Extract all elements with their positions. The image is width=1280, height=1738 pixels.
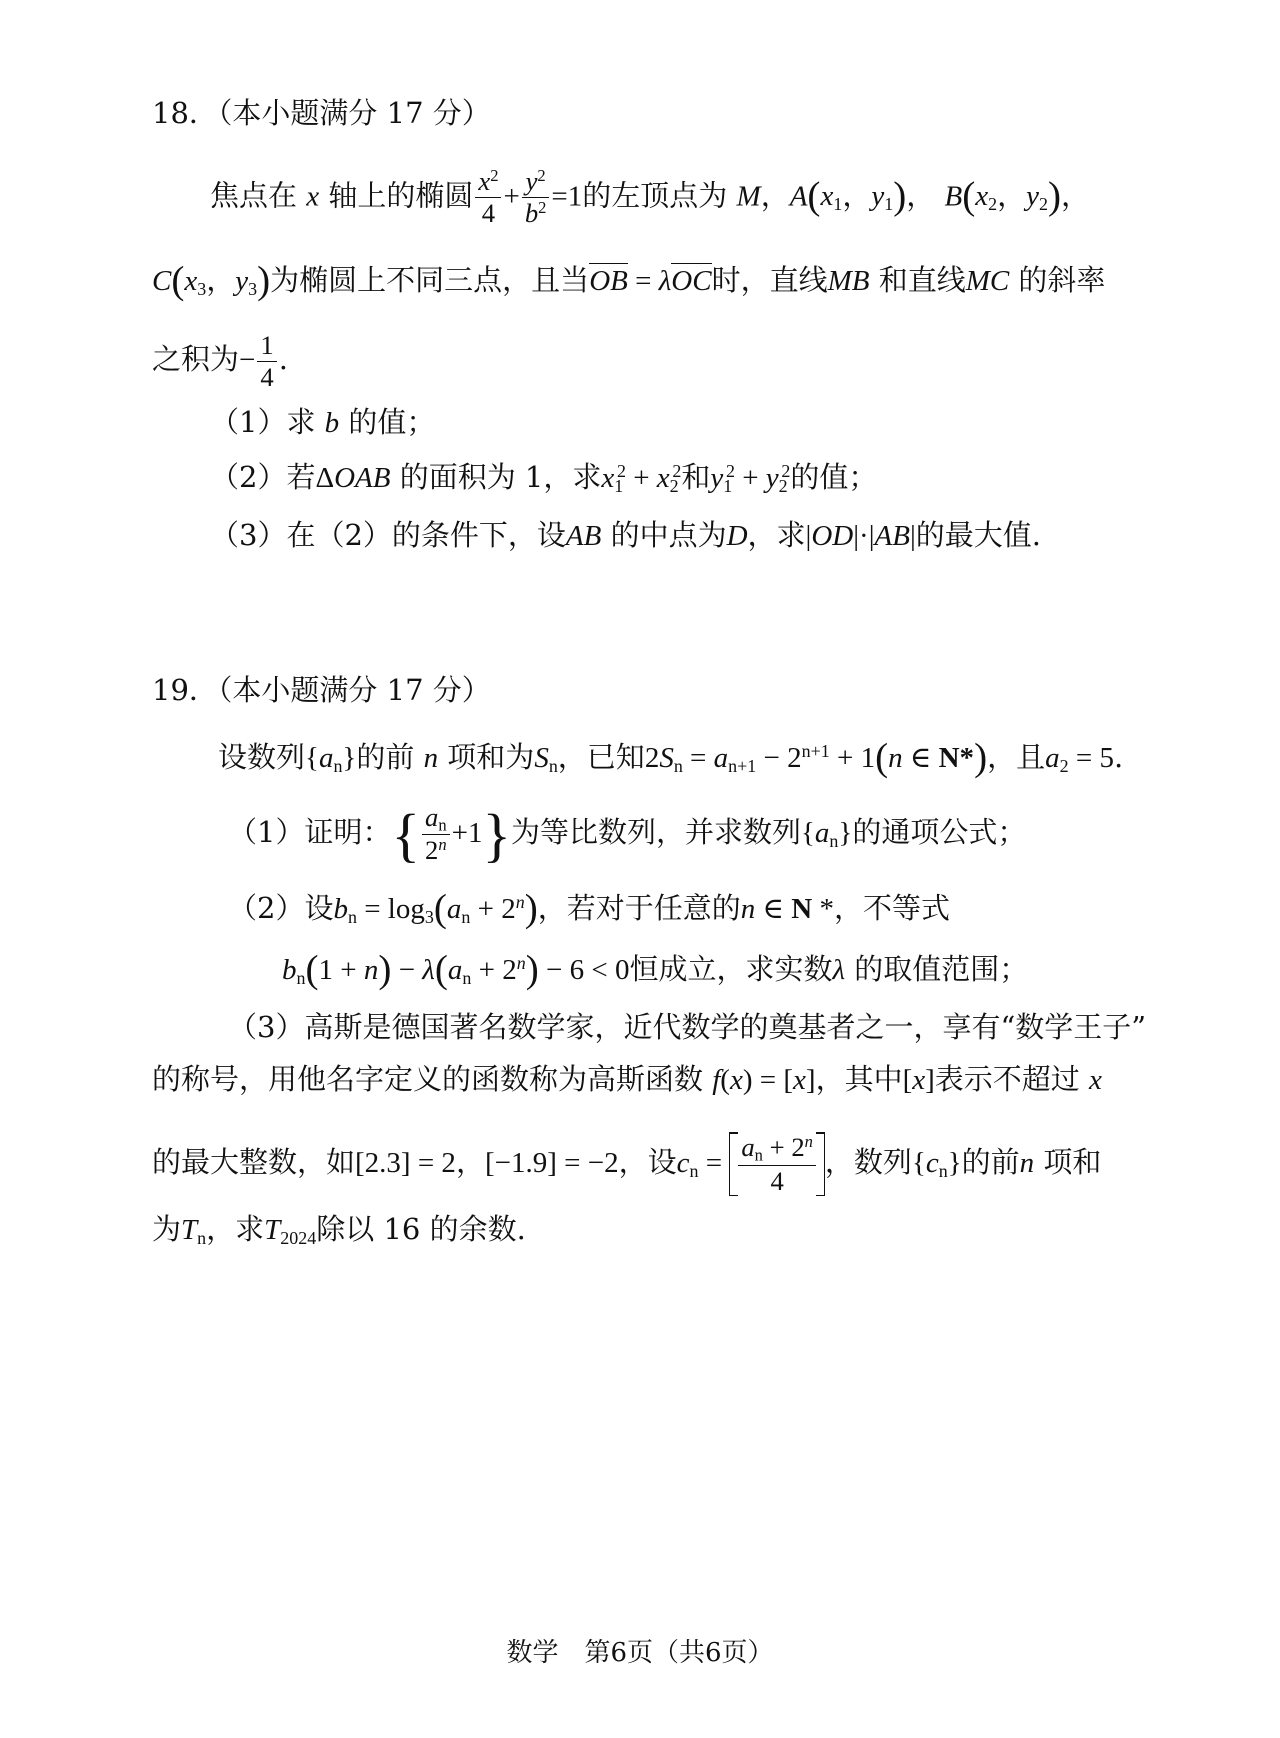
q19-stem: 设数列$\{a_n\}$的前 n 项和为$S_n$，已知$2S_n = a_{n+1} - 2^{n+1} + 1(n$ ∈ N*)，且$a_2 = 5$. xyxy=(218,736,1124,779)
q19-part1: （1）证明：{ $\frac{a_n}{2^n}$ +1}为等比数列，并求数列$\{a_n\}$的通项公式； xyxy=(228,801,1027,868)
q18-part3: （3）在（2）的条件下，设AB 的中点为D，求|OD|·|AB|的最大值. xyxy=(210,518,1041,552)
page-footer: 数学 第6页（共6页） xyxy=(506,1638,774,1668)
q18-stem-line3: 之积为− $\frac{1}{4}$ . xyxy=(152,330,288,392)
floor-bracket: $\frac{a_n + 2^n}{4}$ xyxy=(729,1132,825,1196)
q19-part3-line1: （3）高斯是德国著名数学家，近代数学的奠基者之一，享有“数学王子” xyxy=(228,1010,1147,1044)
q19-part3-line2: 的称号，用他名字定义的函数称为高斯函数 f(x) = [x]，其中[x]表示不超过 x xyxy=(152,1062,1102,1096)
q19-part2-line2: $b_n(1 + n) - \lambda(a_n + 2^n) - 6 < 0$恒成立，求实数λ 的取值范围； xyxy=(282,948,1029,991)
q19-part2-line1: （2）设$b_n = \log_3(a_n + 2^n)$，若对于任意的n ∈ N *，不等式 xyxy=(228,887,950,930)
q19-header: 19．（本小题满分 17 分） xyxy=(152,673,491,707)
q18-stem-line1: 焦点在 x 轴上的椭圆 $\frac{x^2}{4}$ + $\frac{y^2}{b^2}$ =1的左顶点为 M，$A(x_1$，$y_1$)， $B(x_2$，$y_2$)， xyxy=(210,166,1091,228)
q18-stem-line2: $C(x_3$，$y_3$)为椭圆上不同三点，且当OB = λOC时，直线MB 和直线MC 的斜率 xyxy=(152,259,1106,302)
q18-header: 18．（本小题满分 17 分） xyxy=(152,96,491,130)
q19-part3-line4: 为$T_n$，求$T_{2024}$除以 16 的余数. xyxy=(152,1212,526,1249)
q19-part3-line3: 的最大整数，如[2.3] = 2，[−1.9] = −2，设$c_n$ = $\frac{a_n + 2^n}{4}$ ，数列$\{c_n\}$的前n 项和 xyxy=(152,1132,1102,1196)
q18-part1: （1）求 b 的值； xyxy=(210,405,436,439)
q18-part2: （2）若ΔOAB 的面积为 1，求$x_1^2 + x_2^2$和$y_1^2 + y_2^2$的值； xyxy=(210,460,878,497)
